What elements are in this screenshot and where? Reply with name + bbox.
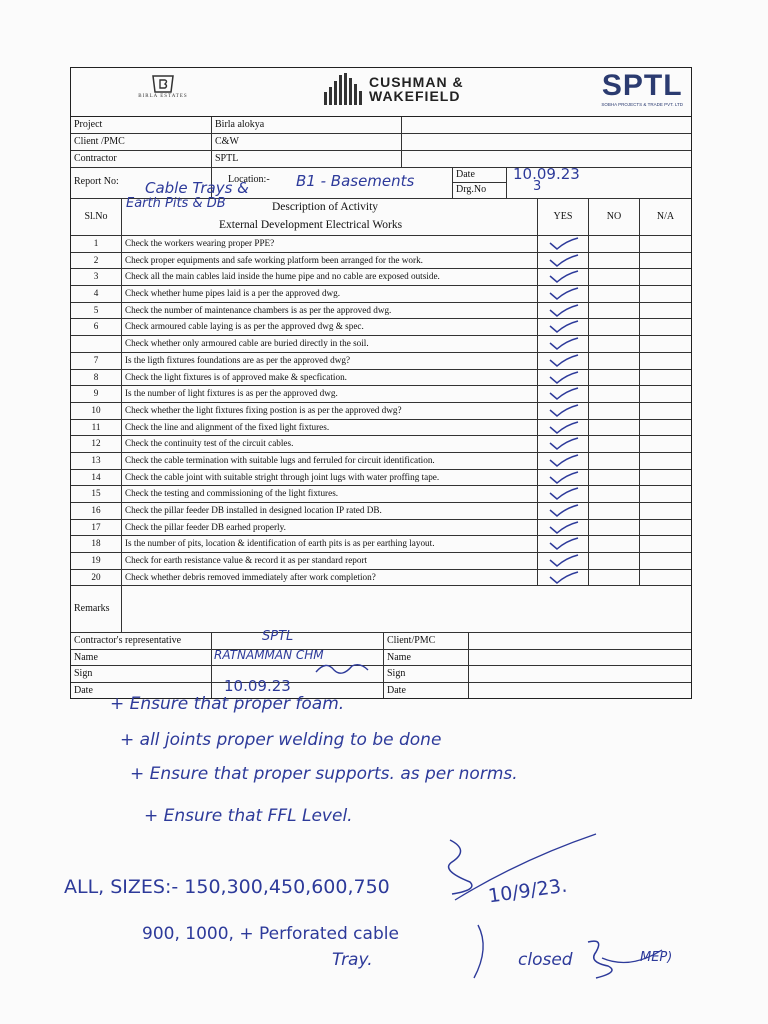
no-cell	[589, 570, 640, 586]
no-cell	[589, 370, 640, 386]
no-cell	[589, 420, 640, 436]
item-number: 4	[71, 286, 122, 302]
yes-cell	[538, 386, 589, 402]
na-cell	[640, 486, 691, 502]
item-text: Is the ligth fixtures foundations are as per the approved dwg?	[122, 353, 538, 369]
check-mark-icon	[548, 320, 580, 334]
item-text: Check all the main cables laid inside the hume pipe and no cable are exposed outside.	[122, 269, 538, 285]
item-text: Check the pillar feeder DB installed in designed location IP rated DB.	[122, 503, 538, 519]
item-text: Check for earth resistance value & record it as per standard report	[122, 553, 538, 569]
item-number: 17	[71, 520, 122, 536]
table-row	[71, 503, 691, 520]
no-cell	[589, 319, 640, 335]
item-text: Check the cable joint with suitable stright through joint lugs with water proffing tape.	[122, 470, 538, 486]
yes-cell	[538, 370, 589, 386]
item-number: 7	[71, 353, 122, 369]
no-cell	[589, 303, 640, 319]
item-number: 5	[71, 303, 122, 319]
table-row	[71, 386, 691, 403]
yes-cell	[538, 269, 589, 285]
sign-row-rep: Contractor's representative SPTL Client/PMC	[71, 633, 691, 650]
birla-estates-logo: BIRLA ESTATES	[133, 74, 193, 99]
description-handwritten: Earth Pits & DB	[126, 196, 226, 211]
table-row	[71, 570, 691, 587]
no-cell	[589, 520, 640, 536]
table-row	[71, 269, 691, 286]
item-text: Check the continuity test of the circuit cables.	[122, 436, 538, 452]
na-cell	[640, 303, 691, 319]
check-mark-icon	[548, 537, 580, 551]
yes-cell	[538, 336, 589, 352]
yes-cell	[538, 420, 589, 436]
table-row	[71, 453, 691, 470]
item-number: 3	[71, 269, 122, 285]
sptl-logo: SPTL SOBHA PROJECTS & TRADE PVT. LTD	[601, 69, 683, 107]
check-mark-icon	[548, 504, 580, 518]
na-cell	[640, 553, 691, 569]
check-mark-icon	[548, 487, 580, 501]
na-cell	[640, 536, 691, 552]
note-2: + all joints proper welding to be done	[120, 730, 442, 750]
check-mark-icon	[548, 521, 580, 535]
item-number: 11	[71, 420, 122, 436]
location-label: Location:-	[228, 174, 270, 185]
sign-row-date: Date 10.09.23 Date	[71, 683, 691, 699]
item-number: 6	[71, 319, 122, 335]
no-cell	[589, 353, 640, 369]
na-cell	[640, 570, 691, 586]
no-cell	[589, 403, 640, 419]
table-row	[71, 370, 691, 387]
note-3: + Ensure that proper supports. as per norms.	[130, 764, 518, 784]
logo-header	[71, 68, 691, 117]
item-text: Check the cable termination with suitable lugs and ferruled for circuit identification.	[122, 453, 538, 469]
item-text: Check the light fixtures is of approved make & specfication.	[122, 370, 538, 386]
sizes-line-2: 900, 1000, + Perforated cable	[142, 924, 399, 944]
cw-building-icon	[323, 72, 363, 106]
no-cell	[589, 253, 640, 269]
remarks-row: Remarks	[71, 586, 691, 633]
client-row: Client /PMC C&W	[71, 134, 691, 151]
na-cell	[640, 403, 691, 419]
drg-handwritten: 3	[533, 179, 542, 194]
item-number: 1	[71, 236, 122, 252]
item-number	[71, 336, 122, 352]
table-row	[71, 253, 691, 270]
item-text: Check the testing and commissioning of the light fixtures.	[122, 486, 538, 502]
yes-cell	[538, 453, 589, 469]
date-label: Date	[453, 168, 506, 183]
table-row	[71, 319, 691, 336]
table-row	[71, 553, 691, 570]
na-cell	[640, 269, 691, 285]
item-text: Check the number of maintenance chambers is as per the approved dwg.	[122, 303, 538, 319]
sign-row-name: Name RATNAMMAN CHM Name	[71, 650, 691, 667]
no-cell	[589, 553, 640, 569]
no-cell	[589, 503, 640, 519]
no-cell	[589, 436, 640, 452]
contractor-handwritten: SPTL	[262, 629, 294, 645]
check-mark-icon	[548, 387, 580, 401]
table-row	[71, 486, 691, 503]
yes-cell	[538, 520, 589, 536]
check-mark-icon	[548, 354, 580, 368]
project-row: Project Birla alokya	[71, 117, 691, 134]
yes-cell	[538, 503, 589, 519]
na-cell	[640, 286, 691, 302]
na-cell	[640, 236, 691, 252]
check-mark-icon	[548, 337, 580, 351]
check-mark-icon	[548, 304, 580, 318]
item-number: 18	[71, 536, 122, 552]
checklist-items	[71, 236, 691, 586]
item-number: 8	[71, 370, 122, 386]
check-mark-icon	[548, 237, 580, 251]
sign-date-handwritten: 10.09.23	[224, 676, 291, 695]
na-cell	[640, 370, 691, 386]
signoff-date: 10/9/23.	[486, 874, 569, 908]
na-cell	[640, 503, 691, 519]
table-row	[71, 236, 691, 253]
no-cell	[589, 336, 640, 352]
yes-cell	[538, 470, 589, 486]
table-row	[71, 520, 691, 537]
yes-cell	[538, 353, 589, 369]
item-number: 14	[71, 470, 122, 486]
item-number: 2	[71, 253, 122, 269]
table-row	[71, 436, 691, 453]
drg-label: Drg.No	[456, 184, 487, 195]
report-no-label: Report No:	[74, 176, 119, 187]
yes-cell	[538, 436, 589, 452]
check-mark-icon	[548, 287, 580, 301]
description-title: External Development Electrical Works	[219, 219, 403, 231]
item-number: 9	[71, 386, 122, 402]
sign-row-sign: Sign Sign	[71, 666, 691, 683]
yes-cell	[538, 403, 589, 419]
item-text: Is the number of light fixtures is as per the approved dwg.	[122, 386, 538, 402]
na-cell	[640, 470, 691, 486]
table-header: Sl.No Earth Pits & DB Description of Activity External Development Electrical Works YES NO N/A	[71, 199, 691, 236]
yes-cell	[538, 570, 589, 586]
table-row	[71, 470, 691, 487]
item-text: Check whether hume pipes laid is a per the approved dwg.	[122, 286, 538, 302]
no-cell	[589, 236, 640, 252]
check-mark-icon	[548, 571, 580, 585]
table-row	[71, 353, 691, 370]
na-cell	[640, 386, 691, 402]
item-text: Check the pillar feeder DB earhed properly.	[122, 520, 538, 536]
table-row	[71, 336, 691, 353]
check-mark-icon	[548, 371, 580, 385]
yes-cell	[538, 253, 589, 269]
contractor-row: Contractor SPTL	[71, 151, 691, 168]
cushman-wakefield-logo: CUSHMAN & WAKEFIELD	[323, 72, 464, 106]
note-4: + Ensure that FFL Level.	[144, 806, 353, 826]
location-handwritten: B1 - Basements	[296, 172, 415, 190]
inspection-checklist	[70, 67, 692, 699]
check-mark-icon	[548, 404, 580, 418]
item-text: Check whether the light fixtures fixing postion is as per the approved dwg?	[122, 403, 538, 419]
item-number: 13	[71, 453, 122, 469]
check-mark-icon	[548, 437, 580, 451]
yes-cell	[538, 236, 589, 252]
na-cell	[640, 420, 691, 436]
item-text: Check the line and alignment of the fixed light fixtures.	[122, 420, 538, 436]
na-cell	[640, 436, 691, 452]
table-row	[71, 403, 691, 420]
item-number: 19	[71, 553, 122, 569]
yes-cell	[538, 319, 589, 335]
item-number: 10	[71, 403, 122, 419]
no-cell	[589, 386, 640, 402]
no-cell	[589, 286, 640, 302]
check-mark-icon	[548, 254, 580, 268]
yes-cell	[538, 553, 589, 569]
table-row	[71, 286, 691, 303]
report-row	[71, 165, 691, 199]
item-text: Check armoured cable laying is as per the approved dwg & spec.	[122, 319, 538, 335]
item-text: Check whether only armoured cable are buried directly in the soil.	[122, 336, 538, 352]
check-mark-icon	[548, 454, 580, 468]
yes-cell	[538, 303, 589, 319]
item-text: Check whether debris removed immediately after work completion?	[122, 570, 538, 586]
item-text: Check the workers wearing proper PPE?	[122, 236, 538, 252]
sizes-line-1: ALL, SIZES:- 150,300,450,600,750	[64, 876, 390, 898]
no-cell	[589, 486, 640, 502]
date-handwritten: 10.09.23	[513, 165, 580, 183]
item-text: Is the number of pits, location & identification of earth pits is as per earthing layout.	[122, 536, 538, 552]
table-row	[71, 303, 691, 320]
yes-cell	[538, 536, 589, 552]
na-cell	[640, 336, 691, 352]
report-no-handwritten: Cable Trays &	[145, 179, 249, 197]
na-cell	[640, 520, 691, 536]
check-mark-icon	[548, 471, 580, 485]
na-cell	[640, 353, 691, 369]
item-number: 20	[71, 570, 122, 586]
no-cell	[589, 453, 640, 469]
item-text: Check proper equipments and safe working platform been arranged for the work.	[122, 253, 538, 269]
no-cell	[589, 470, 640, 486]
description-label: Description of Activity	[272, 201, 379, 213]
yes-cell	[538, 286, 589, 302]
table-row	[71, 420, 691, 437]
item-number: 16	[71, 503, 122, 519]
birla-emblem-icon	[150, 74, 176, 94]
table-row	[71, 536, 691, 553]
na-cell	[640, 319, 691, 335]
na-cell	[640, 453, 691, 469]
na-cell	[640, 253, 691, 269]
yes-cell	[538, 486, 589, 502]
check-mark-icon	[548, 421, 580, 435]
no-cell	[589, 269, 640, 285]
closed-note: closed	[518, 950, 573, 970]
no-cell	[589, 536, 640, 552]
check-mark-icon	[548, 270, 580, 284]
check-mark-icon	[548, 554, 580, 568]
note-1: + Ensure that proper foam.	[110, 694, 345, 714]
signoff-mep: MEP)	[640, 950, 673, 965]
name-handwritten: RATNAMMAN CHM	[214, 647, 324, 662]
item-number: 12	[71, 436, 122, 452]
signature-mark	[312, 660, 372, 678]
item-number: 15	[71, 486, 122, 502]
sizes-line-3: Tray.	[332, 950, 373, 970]
